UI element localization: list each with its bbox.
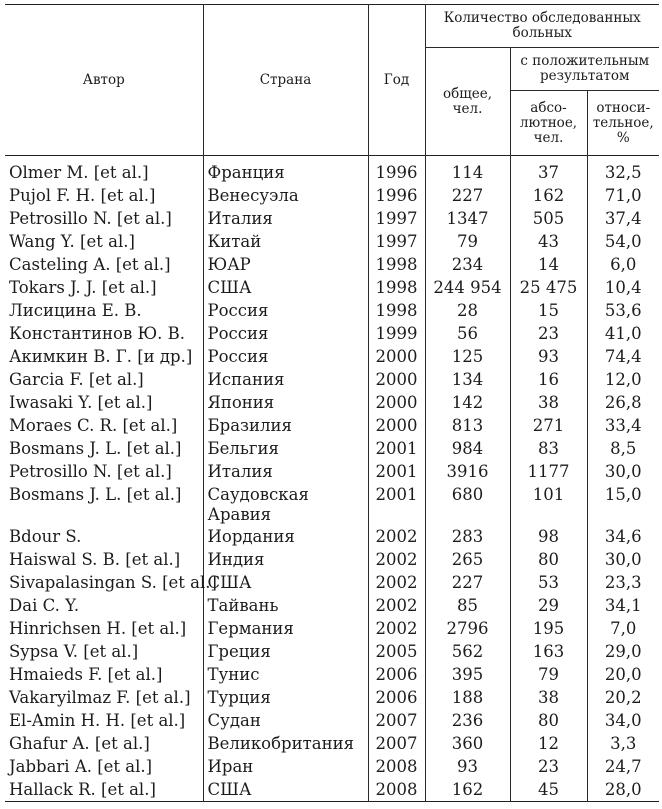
cell-relative: 30,0 bbox=[587, 548, 659, 571]
cell-relative: 20,2 bbox=[587, 686, 659, 709]
cell-author: Лисицина Е. В. bbox=[5, 299, 203, 322]
cell-total: 227 bbox=[425, 184, 510, 207]
cell-author: Sypsa V. [et al.] bbox=[5, 640, 203, 663]
cell-absolute: 12 bbox=[510, 732, 587, 755]
cell-total: 265 bbox=[425, 548, 510, 571]
cell-year: 2007 bbox=[368, 709, 425, 732]
cell-year: 1998 bbox=[368, 299, 425, 322]
cell-year: 2008 bbox=[368, 778, 425, 802]
cell-author: Casteling A. [et al.] bbox=[5, 253, 203, 276]
table-row bbox=[5, 778, 659, 802]
table-row bbox=[5, 253, 659, 276]
cell-author: Pujol F. H. [et al.] bbox=[5, 184, 203, 207]
cell-total: 93 bbox=[425, 755, 510, 778]
cell-relative: 29,0 bbox=[587, 640, 659, 663]
cell-country: Индия bbox=[203, 548, 368, 571]
cell-year: 2001 bbox=[368, 460, 425, 483]
cell-author: Tokars J. J. [et al.] bbox=[5, 276, 203, 299]
table-row bbox=[5, 732, 659, 755]
cell-country: Италия bbox=[203, 460, 368, 483]
table-row bbox=[5, 525, 659, 548]
cell-country: Франция bbox=[203, 156, 368, 185]
header-positive: с положительным результатом bbox=[510, 48, 659, 91]
cell-year: 1998 bbox=[368, 253, 425, 276]
cell-author: Sivapalasingan S. [et al.] bbox=[5, 571, 203, 594]
cell-absolute: 83 bbox=[510, 437, 587, 460]
cell-country: Турция bbox=[203, 686, 368, 709]
cell-absolute: 29 bbox=[510, 594, 587, 617]
table-row bbox=[5, 207, 659, 230]
cell-relative: 15,0 bbox=[587, 483, 659, 525]
cell-relative: 37,4 bbox=[587, 207, 659, 230]
cell-relative: 28,0 bbox=[587, 778, 659, 802]
cell-absolute: 37 bbox=[510, 156, 587, 185]
cell-year: 1996 bbox=[368, 156, 425, 185]
cell-year: 1997 bbox=[368, 230, 425, 253]
cell-relative: 32,5 bbox=[587, 156, 659, 185]
cell-author: Hmaieds F. [et al.] bbox=[5, 663, 203, 686]
cell-author: Haiswal S. B. [et al.] bbox=[5, 548, 203, 571]
cell-total: 395 bbox=[425, 663, 510, 686]
cell-year: 2001 bbox=[368, 483, 425, 525]
cell-total: 3916 bbox=[425, 460, 510, 483]
cell-total: 360 bbox=[425, 732, 510, 755]
cell-absolute: 80 bbox=[510, 548, 587, 571]
table-body bbox=[5, 156, 659, 802]
cell-year: 2002 bbox=[368, 525, 425, 548]
cell-author: Акимкин В. Г. [и др.] bbox=[5, 345, 203, 368]
cell-country: США bbox=[203, 571, 368, 594]
cell-total: 1347 bbox=[425, 207, 510, 230]
cell-country: ЮАР bbox=[203, 253, 368, 276]
cell-country: Бразилия bbox=[203, 414, 368, 437]
cell-year: 1996 bbox=[368, 184, 425, 207]
cell-year: 2000 bbox=[368, 414, 425, 437]
header-author: Автор bbox=[5, 5, 203, 156]
cell-year: 2000 bbox=[368, 391, 425, 414]
table-row bbox=[5, 663, 659, 686]
cell-relative: 41,0 bbox=[587, 322, 659, 345]
cell-country: США bbox=[203, 778, 368, 802]
cell-year: 2006 bbox=[368, 663, 425, 686]
cell-author: Olmer M. [et al.] bbox=[5, 156, 203, 185]
cell-country: Испания bbox=[203, 368, 368, 391]
cell-year: 2002 bbox=[368, 617, 425, 640]
table-row bbox=[5, 322, 659, 345]
cell-total: 680 bbox=[425, 483, 510, 525]
cell-year: 2002 bbox=[368, 571, 425, 594]
cell-total: 244 954 bbox=[425, 276, 510, 299]
cell-country: Япония bbox=[203, 391, 368, 414]
cell-relative: 8,5 bbox=[587, 437, 659, 460]
cell-total: 188 bbox=[425, 686, 510, 709]
header-year: Год bbox=[368, 5, 425, 156]
cell-year: 2001 bbox=[368, 437, 425, 460]
table-row bbox=[5, 276, 659, 299]
cell-total: 236 bbox=[425, 709, 510, 732]
cell-total: 813 bbox=[425, 414, 510, 437]
cell-relative: 10,4 bbox=[587, 276, 659, 299]
table-row bbox=[5, 755, 659, 778]
cell-relative: 20,0 bbox=[587, 663, 659, 686]
cell-year: 2008 bbox=[368, 755, 425, 778]
cell-country: Россия bbox=[203, 322, 368, 345]
cell-absolute: 163 bbox=[510, 640, 587, 663]
cell-absolute: 93 bbox=[510, 345, 587, 368]
table-row bbox=[5, 368, 659, 391]
cell-author: Garcia F. [et al.] bbox=[5, 368, 203, 391]
cell-relative: 74,4 bbox=[587, 345, 659, 368]
cell-total: 2796 bbox=[425, 617, 510, 640]
cell-total: 562 bbox=[425, 640, 510, 663]
cell-total: 79 bbox=[425, 230, 510, 253]
table-row bbox=[5, 594, 659, 617]
cell-author: Moraes C. R. [et al.] bbox=[5, 414, 203, 437]
cell-relative: 24,7 bbox=[587, 755, 659, 778]
cell-year: 2002 bbox=[368, 548, 425, 571]
cell-country: Россия bbox=[203, 299, 368, 322]
cell-absolute: 80 bbox=[510, 709, 587, 732]
cell-country: Тайвань bbox=[203, 594, 368, 617]
cell-year: 2002 bbox=[368, 594, 425, 617]
cell-year: 2005 bbox=[368, 640, 425, 663]
cell-absolute: 45 bbox=[510, 778, 587, 802]
cell-absolute: 23 bbox=[510, 755, 587, 778]
cell-author: Ghafur A. [et al.] bbox=[5, 732, 203, 755]
cell-author: Wang Y. [et al.] bbox=[5, 230, 203, 253]
cell-year: 1997 bbox=[368, 207, 425, 230]
cell-country: Бельгия bbox=[203, 437, 368, 460]
table-row bbox=[5, 156, 659, 185]
cell-year: 2006 bbox=[368, 686, 425, 709]
table-row bbox=[5, 483, 659, 525]
table-row bbox=[5, 345, 659, 368]
cell-absolute: 271 bbox=[510, 414, 587, 437]
cell-year: 1998 bbox=[368, 276, 425, 299]
cell-year: 2007 bbox=[368, 732, 425, 755]
cell-country: США bbox=[203, 276, 368, 299]
table-row bbox=[5, 299, 659, 322]
cell-author: Hallack R. [et al.] bbox=[5, 778, 203, 802]
cell-author: Константинов Ю. В. bbox=[5, 322, 203, 345]
cell-country: Тунис bbox=[203, 663, 368, 686]
cell-absolute: 53 bbox=[510, 571, 587, 594]
cell-author: Hinrichsen H. [et al.] bbox=[5, 617, 203, 640]
header-country: Страна bbox=[203, 5, 368, 156]
cell-total: 162 bbox=[425, 778, 510, 802]
table-header bbox=[5, 5, 659, 156]
cell-total: 114 bbox=[425, 156, 510, 185]
cell-author: Bosmans J. L. [et al.] bbox=[5, 483, 203, 525]
cell-country: Иордания bbox=[203, 525, 368, 548]
cell-author: Petrosillo N. [et al.] bbox=[5, 207, 203, 230]
cell-year: 2000 bbox=[368, 345, 425, 368]
cell-total: 227 bbox=[425, 571, 510, 594]
cell-relative: 23,3 bbox=[587, 571, 659, 594]
cell-relative: 33,4 bbox=[587, 414, 659, 437]
header-absolute: абсо- лютное, чел. bbox=[510, 91, 587, 156]
cell-absolute: 38 bbox=[510, 391, 587, 414]
cell-relative: 34,0 bbox=[587, 709, 659, 732]
cell-absolute: 1177 bbox=[510, 460, 587, 483]
cell-absolute: 16 bbox=[510, 368, 587, 391]
cell-country: Венесуэла bbox=[203, 184, 368, 207]
cell-author: Bosmans J. L. [et al.] bbox=[5, 437, 203, 460]
cell-year: 2000 bbox=[368, 368, 425, 391]
cell-total: 56 bbox=[425, 322, 510, 345]
cell-absolute: 38 bbox=[510, 686, 587, 709]
cell-absolute: 98 bbox=[510, 525, 587, 548]
cell-relative: 26,8 bbox=[587, 391, 659, 414]
cell-author: Iwasaki Y. [et al.] bbox=[5, 391, 203, 414]
cell-total: 85 bbox=[425, 594, 510, 617]
cell-absolute: 25 475 bbox=[510, 276, 587, 299]
cell-author: Vakaryilmaz F. [et al.] bbox=[5, 686, 203, 709]
cell-year: 1999 bbox=[368, 322, 425, 345]
cell-absolute: 43 bbox=[510, 230, 587, 253]
table-row bbox=[5, 460, 659, 483]
cell-author: El-Amin H. H. [et al.] bbox=[5, 709, 203, 732]
cell-country: Саудовская Аравия bbox=[203, 483, 368, 525]
table-row bbox=[5, 230, 659, 253]
cell-country: Великобритания bbox=[203, 732, 368, 755]
cell-total: 28 bbox=[425, 299, 510, 322]
cell-relative: 34,6 bbox=[587, 525, 659, 548]
table-row bbox=[5, 709, 659, 732]
cell-total: 142 bbox=[425, 391, 510, 414]
cell-country: Иран bbox=[203, 755, 368, 778]
table-row bbox=[5, 391, 659, 414]
cell-absolute: 101 bbox=[510, 483, 587, 525]
header-total: общее, чел. bbox=[425, 48, 510, 156]
cell-absolute: 15 bbox=[510, 299, 587, 322]
cell-relative: 7,0 bbox=[587, 617, 659, 640]
cell-total: 234 bbox=[425, 253, 510, 276]
cell-absolute: 23 bbox=[510, 322, 587, 345]
cell-author: Petrosillo N. [et al.] bbox=[5, 460, 203, 483]
cell-relative: 3,3 bbox=[587, 732, 659, 755]
cell-country: Греция bbox=[203, 640, 368, 663]
cell-total: 984 bbox=[425, 437, 510, 460]
table-row bbox=[5, 617, 659, 640]
cell-relative: 53,6 bbox=[587, 299, 659, 322]
cell-relative: 54,0 bbox=[587, 230, 659, 253]
cell-relative: 34,1 bbox=[587, 594, 659, 617]
cell-absolute: 195 bbox=[510, 617, 587, 640]
table-row bbox=[5, 548, 659, 571]
table-row bbox=[5, 414, 659, 437]
cell-relative: 6,0 bbox=[587, 253, 659, 276]
header-relative: относи- тельное, % bbox=[587, 91, 659, 156]
cell-country: Судан bbox=[203, 709, 368, 732]
cell-absolute: 79 bbox=[510, 663, 587, 686]
data-table bbox=[5, 4, 659, 802]
cell-author: Bdour S. bbox=[5, 525, 203, 548]
table-row bbox=[5, 686, 659, 709]
table-row bbox=[5, 640, 659, 663]
table-row bbox=[5, 571, 659, 594]
cell-relative: 71,0 bbox=[587, 184, 659, 207]
cell-author: Jabbari A. [et al.] bbox=[5, 755, 203, 778]
cell-absolute: 505 bbox=[510, 207, 587, 230]
cell-total: 125 bbox=[425, 345, 510, 368]
cell-country: Россия bbox=[203, 345, 368, 368]
cell-relative: 12,0 bbox=[587, 368, 659, 391]
cell-country: Италия bbox=[203, 207, 368, 230]
cell-total: 283 bbox=[425, 525, 510, 548]
cell-relative: 30,0 bbox=[587, 460, 659, 483]
header-examined: Количество обследованных больных bbox=[425, 5, 659, 48]
table-row bbox=[5, 184, 659, 207]
cell-absolute: 14 bbox=[510, 253, 587, 276]
cell-absolute: 162 bbox=[510, 184, 587, 207]
cell-country: Германия bbox=[203, 617, 368, 640]
table-row bbox=[5, 437, 659, 460]
cell-author: Dai C. Y. bbox=[5, 594, 203, 617]
cell-total: 134 bbox=[425, 368, 510, 391]
cell-country: Китай bbox=[203, 230, 368, 253]
